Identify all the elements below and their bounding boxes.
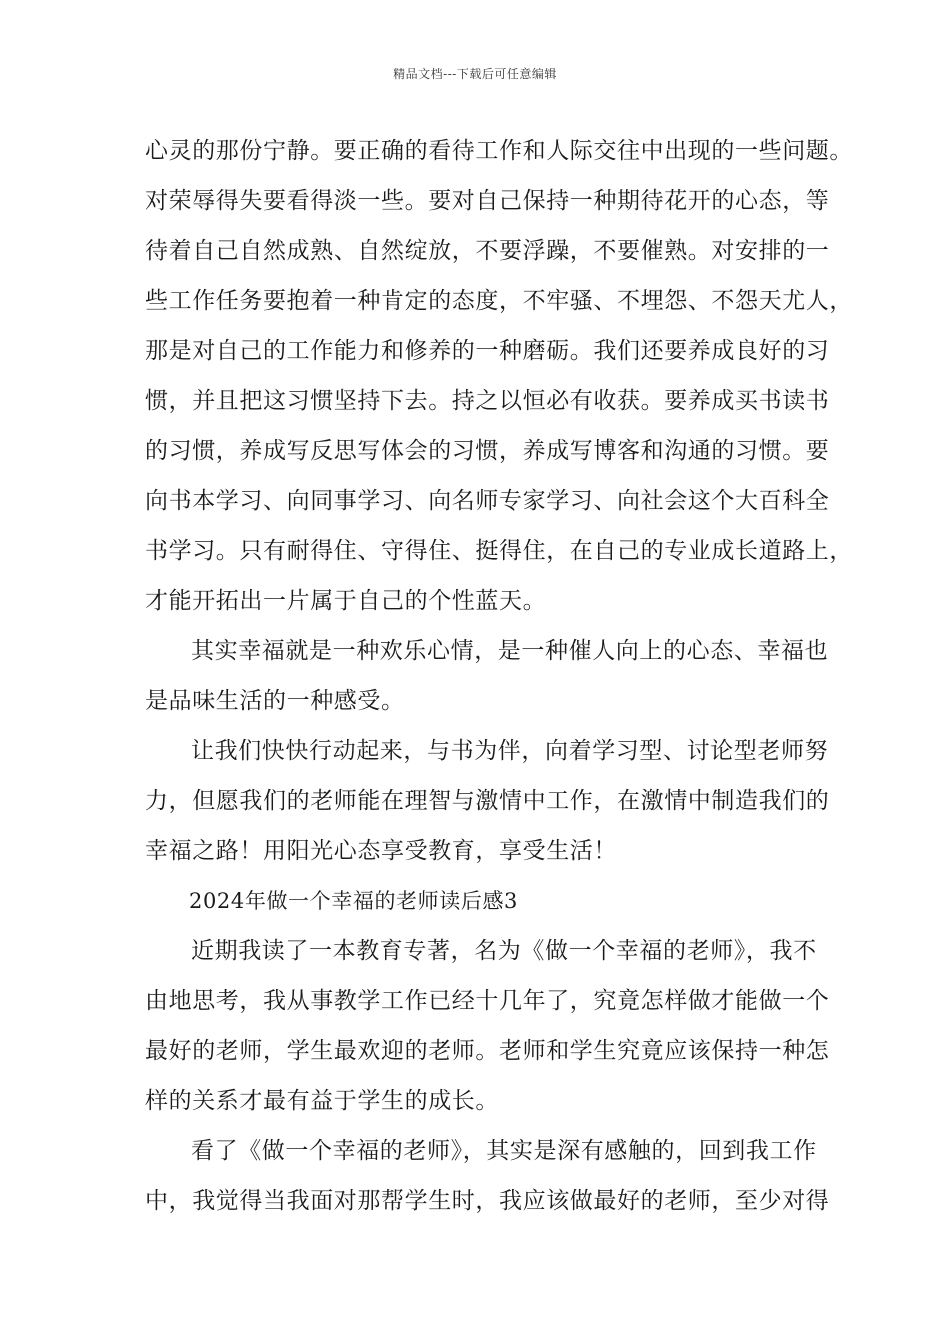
paragraph-first-line: 近期我读了一本教育专著，名为《做一个幸福的老师》，我不 [191, 938, 817, 964]
text-line: 的习惯，养成写反思写体会的习惯，养成写博客和沟通的习惯。要 [145, 438, 830, 464]
text-line: 中，我觉得当我面对那帮学生时，我应该做最好的老师，至少对得 [145, 1188, 830, 1214]
document-body [145, 126, 853, 1226]
page-header: 精品文档---下载后可任意编辑 [393, 67, 557, 81]
text-line: 样的关系才最有益于学生的成长。 [145, 1088, 499, 1114]
text-line: 是品味生活的一种感受。 [145, 688, 405, 714]
text-line: 待着自己自然成熟、自然绽放，不要浮躁，不要催熟。对安排的一 [145, 238, 830, 264]
text-line: 向书本学习、向同事学习、向名师专家学习、向社会这个大百科全 [145, 488, 830, 514]
text-line: 幸福之路！用阳光心态享受教育，享受生活！ [145, 838, 617, 864]
text-line: 才能开拓出一片属于自己的个性蓝天。 [145, 588, 547, 614]
text-line: 些工作任务要抱着一种肯定的态度，不牢骚、不埋怨、不怨天尤人， [145, 288, 853, 314]
text-line: 最好的老师，学生最欢迎的老师。老师和学生究竟应该保持一种怎 [145, 1038, 830, 1064]
text-line: 惯，并且把这习惯坚持下去。持之以恒必有收获。要养成买书读书 [145, 388, 830, 414]
text-line: 心灵的那份宁静。要正确的看待工作和人际交往中出现的一些问题。 [145, 138, 853, 164]
paragraph-first-line: 让我们快快行动起来，与书为伴，向着学习型、讨论型老师努 [191, 738, 829, 764]
text-line: 书学习。只有耐得住、守得住、挺得住，在自己的专业成长道路上， [145, 538, 853, 564]
paragraph-first-line: 看了《做一个幸福的老师》，其实是深有感触的，回到我工作 [191, 1138, 817, 1164]
text-line: 对荣辱得失要看得淡一些。要对自己保持一种期待花开的心态，等 [145, 188, 830, 214]
section-heading: 2024年做一个幸福的老师读后感3 [189, 889, 519, 913]
text-line: 由地思考，我从事教学工作已经十几年了，究竟怎样做才能做一个 [145, 988, 830, 1014]
paragraph-first-line: 其实幸福就是一种欢乐心情，是一种催人向上的心态、幸福也 [191, 638, 829, 664]
text-line: 那是对自己的工作能力和修养的一种磨砺。我们还要养成良好的习 [145, 338, 830, 364]
text-line: 力，但愿我们的老师能在理智与激情中工作，在激情中制造我们的 [145, 788, 830, 814]
